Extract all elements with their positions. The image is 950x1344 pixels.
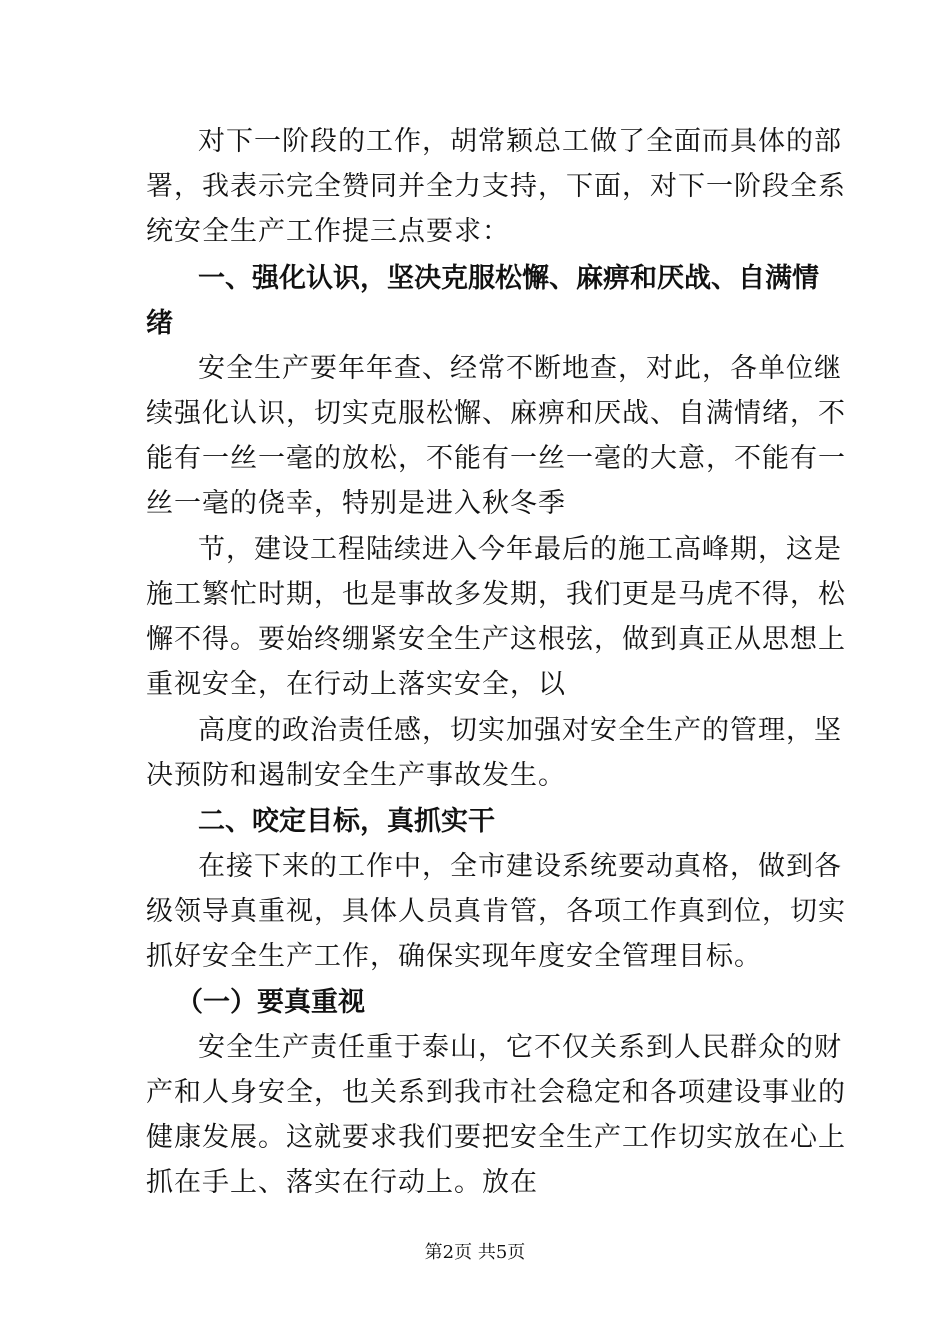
section-heading-1: 一、强化认识，坚决克服松懈、麻痹和厌战、自满情 bbox=[198, 263, 819, 294]
paragraph-line: 抓在手上、落实在行动上。放在 bbox=[146, 1167, 538, 1198]
paragraph-line: 施工繁忙时期，也是事故多发期，我们更是马虎不得，松 bbox=[146, 579, 846, 610]
paragraph-line: 丝一毫的侥幸，特别是进入秋冬季 bbox=[146, 488, 566, 519]
page-number-footer: 第2页 共5页 bbox=[424, 1242, 526, 1263]
paragraph-line: 安全生产要年年查、经常不断地查，对此，各单位继 bbox=[198, 353, 842, 384]
paragraph-line: 续强化认识，切实克服松懈、麻痹和厌战、自满情绪，不 bbox=[146, 398, 846, 429]
paragraph-line: 重视安全，在行动上落实安全，以 bbox=[146, 669, 566, 700]
paragraph-line: 署，我表示完全赞同并全力支持，下面，对下一阶段全系 bbox=[146, 171, 846, 202]
section-heading-1-continued: 绪 bbox=[146, 308, 173, 339]
paragraph-line: 产和人身安全，也关系到我市社会稳定和各项建设事业的 bbox=[146, 1077, 846, 1108]
paragraph-line: 安全生产责任重于泰山，它不仅关系到人民群众的财 bbox=[198, 1032, 842, 1063]
section-heading-2: 二、咬定目标，真抓实干 bbox=[198, 806, 495, 837]
paragraph-line: 统安全生产工作提三点要求： bbox=[146, 216, 510, 247]
paragraph-line: 决预防和遏制安全生产事故发生。 bbox=[146, 760, 566, 791]
paragraph-line: 对下一阶段的工作，胡常颖总工做了全面而具体的部 bbox=[198, 126, 842, 157]
paragraph-line: 高度的政治责任感，切实加强对安全生产的管理，坚 bbox=[198, 715, 842, 746]
paragraph-line: 能有一丝一毫的放松，不能有一丝一毫的大意，不能有一 bbox=[146, 443, 846, 474]
paragraph-line: 节，建设工程陆续进入今年最后的施工高峰期，这是 bbox=[198, 534, 842, 565]
paragraph-line: 级领导真重视，具体人员真肯管，各项工作真到位，切实 bbox=[146, 896, 846, 927]
paragraph-line: 抓好安全生产工作，确保实现年度安全管理目标。 bbox=[146, 941, 762, 972]
paragraph-line: 健康发展。这就要求我们要把安全生产工作切实放在心上 bbox=[146, 1122, 846, 1153]
paragraph-line: 在接下来的工作中，全市建设系统要动真格，做到各 bbox=[198, 851, 842, 882]
subsection-heading: （一）要真重视 bbox=[176, 987, 365, 1018]
paragraph-line: 懈不得。要始终绷紧安全生产这根弦，做到真正从思想上 bbox=[146, 624, 846, 655]
